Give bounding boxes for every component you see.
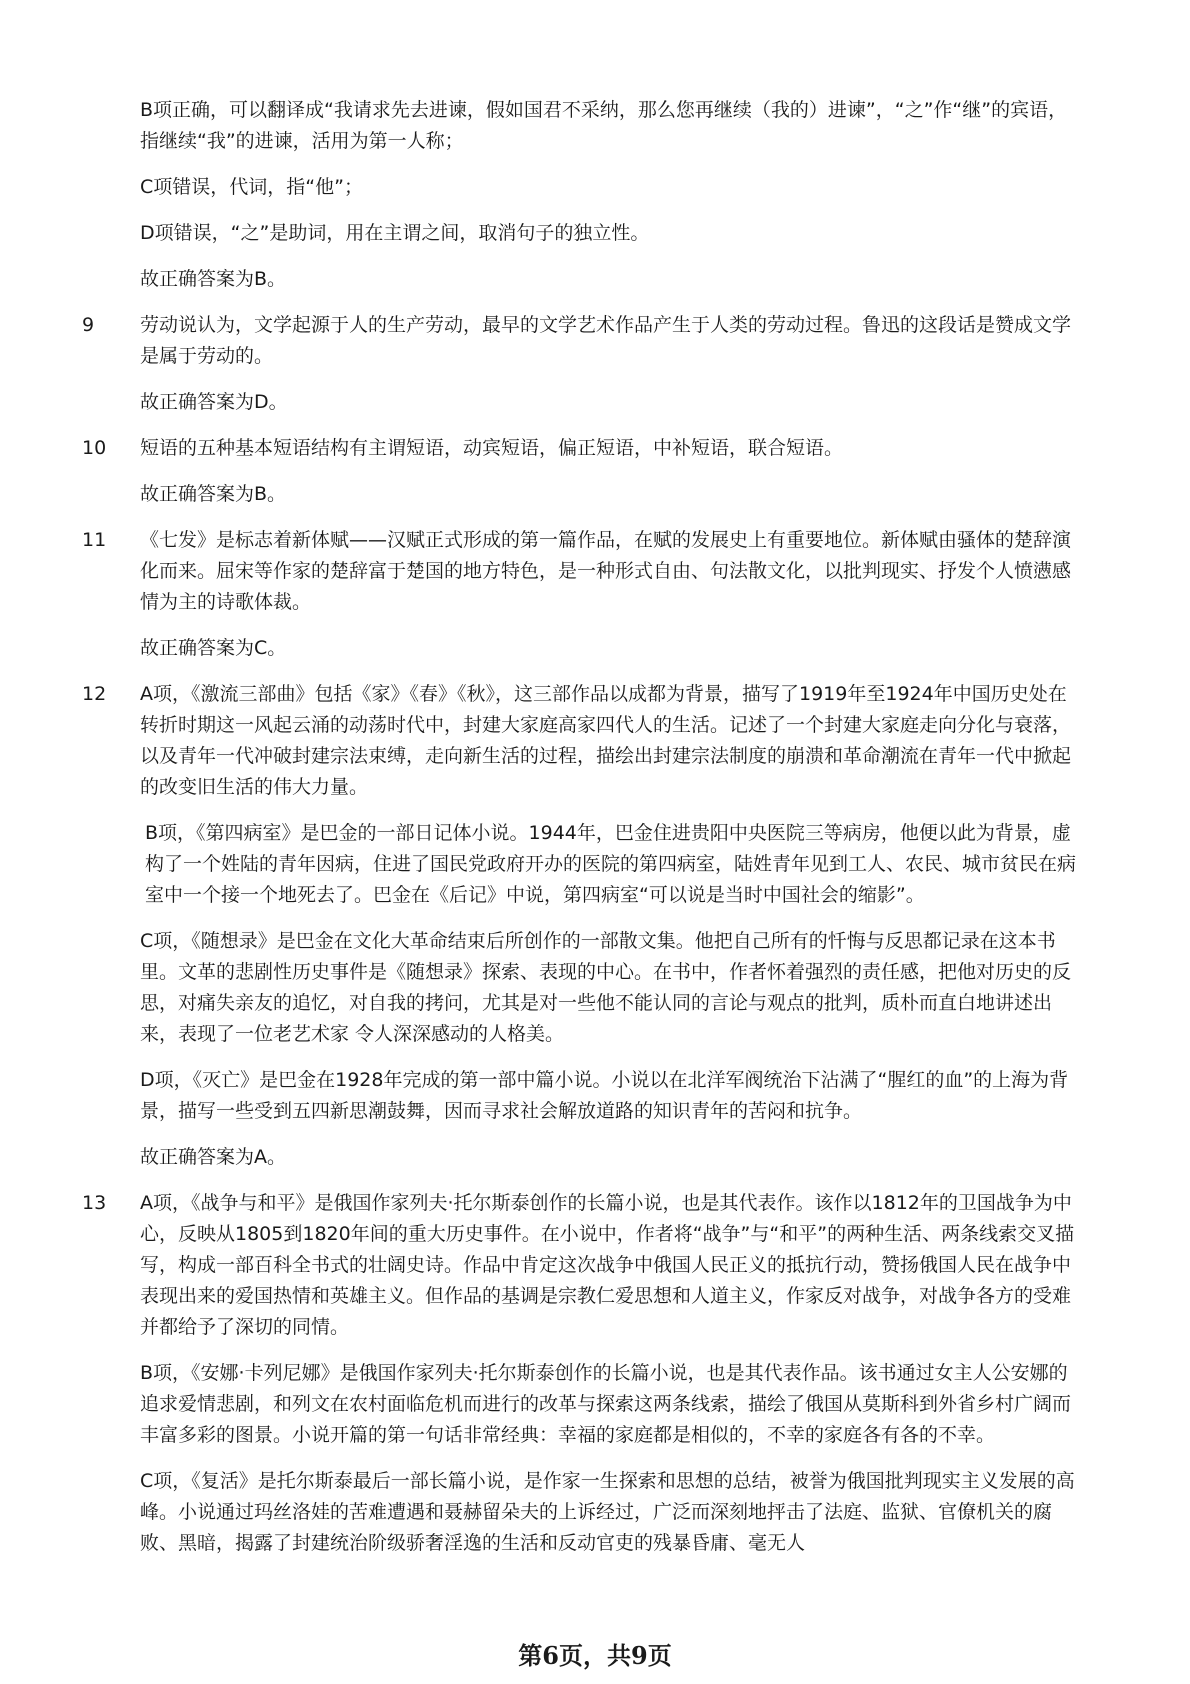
paragraph: 故正确答案为B。: [140, 268, 287, 290]
paragraph: D项错误，“之”是助词，用在主谓之间，取消句子的独立性。: [140, 222, 650, 244]
continued-item: [82, 95, 1082, 295]
paragraph: 故正确答案为A。: [140, 1146, 286, 1168]
item-number: 11: [82, 529, 107, 551]
answer-item-10: [82, 433, 1082, 510]
item-number: 12: [82, 683, 107, 705]
answer-item-12: [82, 679, 1082, 1173]
paragraph: 故正确答案为D。: [140, 391, 288, 413]
paragraph: A项，《战争与和平》是俄国作家列夫·托尔斯泰创作的长篇小说，也是其代表作。该作以1812年的卫国战争为中心，反映从1805到1820年间的重大历史事件。在小说中，作者将“战争”与“和平”的两种生活、两条线索交叉描写，构成一部百科全书式的壮阔史诗。作品中肯定这次战争中俄国人民正义的抵抗行动，赞扬俄国人民在战争中表现出来的爱国热情和英雄主义。但作品的基调是宗教仁爱思想和人道主义，作家反对战争，对战争各方的受难并都给予了深切的同情。: [140, 1192, 1075, 1338]
item-number: 10: [82, 437, 107, 459]
paragraph: C项，《随想录》是巴金在文化大革命结束后所创作的一部散文集。他把自己所有的忏悔与反思都记录在这本书里。文革的悲剧性历史事件是《随想录》探索、表现的中心。在书中，作者怀着强烈的责任感，把他对历史的反思，对痛失亲友的追忆，对自我的拷问，尤其是对一些他不能认同的言论与观点的批判，质朴而直白地讲述出来，表现了一位老艺术家 令人深深感动的人格美。: [140, 930, 1072, 1045]
item-number: 9: [82, 314, 95, 336]
answer-item-13: [82, 1188, 1082, 1559]
paragraph: 《七发》是标志着新体赋——汉赋正式形成的第一篇作品，在赋的发展史上有重要地位。新体赋由骚体的楚辞演化而来。屈宋等作家的楚辞富于楚国的地方特色，是一种形式自由、句法散文化，以批判现实、抒发个人愤懑感情为主的诗歌体裁。: [140, 529, 1072, 613]
paragraph: B项正确，可以翻译成“我请求先去进谏，假如国君不采纳，那么您再继续（我的）进谏”，“之”作“继”的宾语，指继续“我”的进谏，活用为第一人称；: [140, 99, 1068, 152]
paragraph: B项，《安娜·卡列尼娜》是俄国作家列夫·托尔斯泰创作的长篇小说，也是其代表作品。该书通过女主人公安娜的追求爱情悲剧，和列文在农村面临危机而进行的改革与探索这两条线索，描绘了俄国从莫斯科到外省乡村广阔而丰富多彩的图景。小说开篇的第一句话非常经典：幸福的家庭都是相似的，不幸的家庭各有各的不幸。: [140, 1362, 1072, 1446]
paragraph: B项，《第四病室》是巴金的一部日记体小说。1944年，巴金住进贵阳中央医院三等病房，他便以此为背景，虚构了一个姓陆的青年因病，住进了国民党政府开办的医院的第四病室，陆姓青年见到工人、农民、城市贫民在病室中一个接一个地死去了。巴金在《后记》中说，第四病室“可以说是当时中国社会的缩影”。: [145, 822, 1077, 906]
paragraph: 短语的五种基本短语结构有主谓短语，动宾短语，偏正短语，中补短语，联合短语。: [140, 437, 844, 459]
page-footer: 第6页，共9页: [518, 1641, 672, 1670]
answer-item-9: [82, 310, 1082, 418]
paragraph: C项，《复活》是托尔斯泰最后一部长篇小说，是作家一生探索和思想的总结，被誉为俄国批判现实主义发展的高峰。小说通过玛丝洛娃的苦难遭遇和聂赫留朵夫的上诉经过，广泛而深刻地抨击了法庭、监狱、官僚机关的腐败、黑暗，揭露了封建统治阶级骄奢淫逸的生活和反动官吏的残暴昏庸、毫无人: [140, 1470, 1075, 1554]
paragraph: 故正确答案为B。: [140, 483, 287, 505]
paragraph: 故正确答案为C。: [140, 637, 287, 659]
paragraph: C项错误，代词，指“他”；: [140, 176, 363, 198]
answer-item-11: [82, 525, 1082, 664]
item-number: 13: [82, 1192, 107, 1214]
paragraph: A项，《激流三部曲》包括《家》《春》《秋》，这三部作品以成都为背景，描写了1919年至1924年中国历史处在转折时期这一风起云涌的动荡时代中，封建大家庭高家四代人的生活。记述了一个封建大家庭走向分化与衰落，以及青年一代冲破封建宗法束缚，走向新生活的过程，描绘出封建宗法制度的崩溃和革命潮流在青年一代中掀起的改变旧生活的伟大力量。: [140, 683, 1072, 798]
paragraph: 劳动说认为，文学起源于人的生产劳动，最早的文学艺术作品产生于人类的劳动过程。鲁迅的这段话是赞成文学是属于劳动的。: [140, 314, 1072, 367]
paragraph: D项，《灭亡》是巴金在1928年完成的第一部中篇小说。小说以在北洋军阀统治下沾满了“腥红的血”的上海为背景，描写一些受到五四新思潮鼓舞，因而寻求社会解放道路的知识青年的苦闷和抗争。: [140, 1069, 1069, 1122]
answer-content: [82, 95, 1082, 1574]
